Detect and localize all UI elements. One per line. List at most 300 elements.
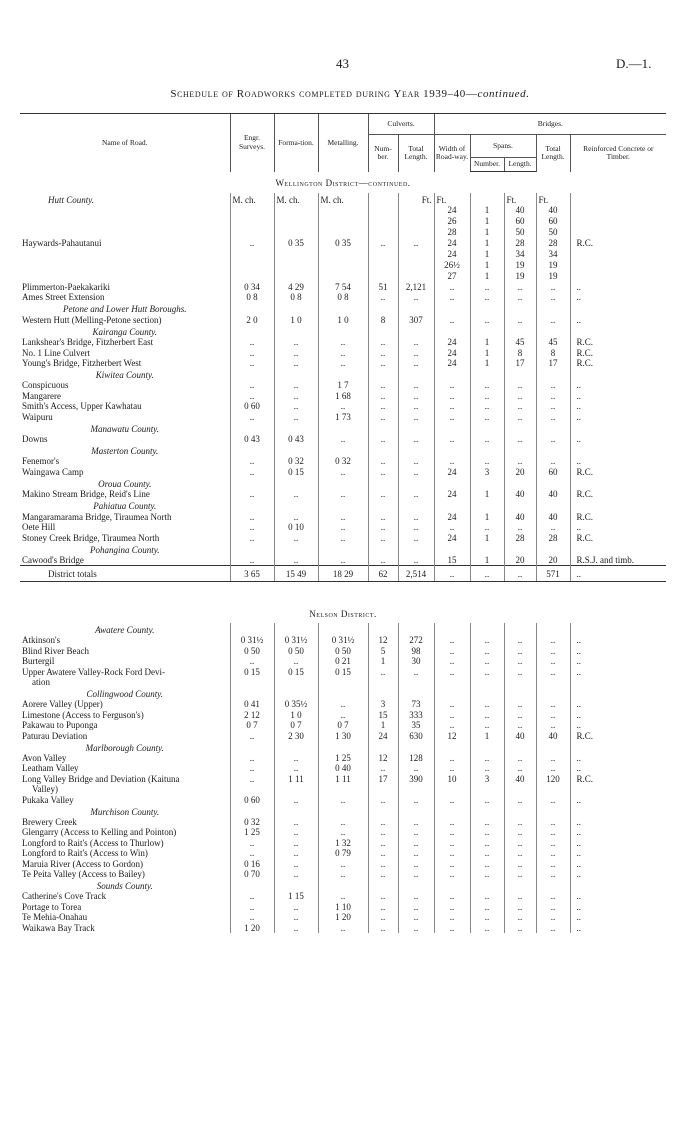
cell-culvert-length: .. [398,763,434,773]
cell-roadway-width: 24 [434,337,470,347]
cell-reinforced-type: R.C. [570,358,666,368]
table-row [20,827,666,837]
cell-total-length: .. [536,522,570,532]
cell-metalling: .. [318,859,368,869]
table-row [20,646,666,656]
table-row [20,456,666,466]
cell-metalling: 0 7 [318,720,368,730]
cell-culvert-number: 5 [368,646,398,656]
cell-formation: 0 31½ [274,635,318,645]
cell-spans-number: 1 [470,489,504,499]
cell-culvert-number: .. [368,848,398,858]
cell-formation: .. [274,902,318,912]
cell-roadway-width: .. [434,635,470,645]
cell-engr-surveys: .. [230,533,274,543]
cell-spans-number: .. [470,817,504,827]
cell-engr-surveys: 0 31½ [230,635,274,645]
cell-roadway-width: .. [434,566,470,582]
col-spans-number: Number. [470,158,504,172]
cell-road-name: Waipuru [22,411,53,422]
cell-road-name: Aorere Valley (Upper) [22,699,103,710]
cell-culvert-number: .. [368,891,398,901]
table-row [20,869,666,879]
cell-spans-number: .. [470,635,504,645]
table-row [20,337,666,347]
cell-culvert-number: .. [368,838,398,848]
cell-culvert-number: 51 [368,282,398,292]
cell-culvert-number: .. [368,401,398,411]
cell-road-name: Waikawa Bay Track [22,922,95,933]
title-main: Schedule of Roadworks completed during Year 1939–40— [170,88,478,100]
cell-spans-length: 17 [504,358,536,368]
cell-engr-surveys: .. [230,391,274,401]
cell-roadway-width: .. [434,667,470,677]
county-heading: Sounds County. [20,879,666,891]
cell-metalling: 0 50 [318,646,368,656]
cell-formation: 1 15 [274,891,318,901]
cell-culvert-number: .. [368,869,398,879]
cell-culvert-number: .. [368,337,398,347]
cell-engr-surveys: .. [230,848,274,858]
cell-formation: .. [274,555,318,566]
table-row [20,859,666,869]
cell-total-length: .. [536,710,570,720]
cell-total-length: .. [536,456,570,466]
cell-spans-number: 1 [470,348,504,358]
cell-culvert-length: .. [398,667,434,677]
cell-spans-length: .. [504,859,536,869]
cell-culvert-number: .. [368,902,398,912]
cell-roadway-width: 24 [434,533,470,543]
table-row [20,763,666,773]
cell-spans-number: .. [470,923,504,933]
cell-spans-length: 28 [504,533,536,543]
county-heading: Kiwitea County. [20,368,666,380]
cell-reinforced-type: .. [570,667,666,677]
cell-engr-surveys: 0 60 [230,401,274,411]
table-row [20,512,666,522]
page-title [0,88,700,100]
cell-formation: .. [274,348,318,358]
cell-metalling: .. [318,348,368,358]
table-row [20,533,666,543]
cell-spans-length: .. [504,923,536,933]
title-continued: continued. [477,88,530,100]
cell-spans-number: .. [470,827,504,837]
cell-culvert-number: 1 [368,656,398,666]
table-row [20,412,666,422]
cell-engr-surveys: .. [230,753,274,763]
cell-roadway-width: .. [434,753,470,763]
table-row [20,710,666,720]
cell-engr-surveys: 2 0 [230,315,274,325]
cell-road-name: Pukaka Valley [22,794,74,805]
cell-road-name: Leatham Valley [22,763,79,774]
cell-formation: 1 0 [274,710,318,720]
cell-total-length: 40 [536,731,570,741]
cell-formation: .. [274,512,318,522]
cell-formation: .. [274,869,318,879]
cell-reinforced-type: .. [570,710,666,720]
cell-formation: .. [274,391,318,401]
cell-culvert-number: 12 [368,753,398,763]
cell-reinforced-type: .. [570,859,666,869]
cell-reinforced-type: .. [570,646,666,656]
cell-spans-length: 40 [504,774,536,784]
cell-road-name: Longford to Rait's (Access to Win) [22,848,148,859]
cell-road-name: Limestone (Access to Ferguson's) [22,709,144,720]
cell-reinforced-type: .. [570,434,666,444]
county-heading: Hutt County. M. ch. M. ch. M. ch. Ft. Ft. Ft. Ft. [20,193,666,205]
cell-reinforced-type: .. [570,720,666,730]
cell-culvert-length: .. [398,912,434,922]
county-heading: Manawatu County. [20,422,666,434]
district-heading: Wellington District—continued. [275,178,411,189]
cell-culvert-length: 128 [398,753,434,763]
cell-metalling: .. [318,358,368,368]
cell-roadway-width: .. [434,315,470,325]
county-heading: Pahiatua County. [20,500,666,512]
cell-roadway-width: .. [434,891,470,901]
table-row [20,635,666,645]
cell-spans-length: .. [504,456,536,466]
cell-spans-number: 3 [470,467,504,477]
table-row [20,656,666,666]
cell-metalling: 1 0 [318,315,368,325]
cell-reinforced-type: .. [570,923,666,933]
spacer [20,582,666,603]
cell-reinforced-type: .. [570,566,666,582]
cell-roadway-width: .. [434,282,470,292]
cell-engr-surveys: .. [230,731,274,741]
cell-formation: 0 50 [274,646,318,656]
cell-spans-length: .. [504,315,536,325]
cell-metalling: 0 32 [318,456,368,466]
table-row [20,912,666,922]
col-culverts: Culverts. [368,114,434,135]
cell-culvert-length: .. [398,380,434,390]
cell-reinforced-type: .. [570,827,666,837]
cell-culvert-number: .. [368,859,398,869]
cell-metalling: 1 11 [318,774,368,784]
table-row: Valley) [20,784,666,794]
cell-formation: .. [274,380,318,390]
cell-culvert-length: .. [398,869,434,879]
table-row [20,391,666,401]
cell-roadway-width: .. [434,827,470,837]
cell-culvert-length: 390 [398,774,434,784]
cell-road-name: Longford to Rait's (Access to Thurlow) [22,837,164,848]
cell-formation: .. [274,923,318,933]
cell-culvert-length: .. [398,533,434,543]
cell-spans-number: 1 [470,512,504,522]
cell-metalling: 0 40 [318,763,368,773]
cell-engr-surveys: 1 25 [230,827,274,837]
cell-engr-surveys: .. [230,774,274,784]
cell-engr-surveys: 0 32 [230,817,274,827]
cell-metalling: .. [318,795,368,805]
cell-metalling: 1 68 [318,391,368,401]
cell-road-name: Maruia River (Access to Gordon) [22,858,143,869]
table-row [20,315,666,325]
cell-culvert-length: .. [398,891,434,901]
cell-metalling: .. [318,891,368,901]
cell-spans-number: .. [470,391,504,401]
cell-road-name: Lankshear's Bridge, Fitzherbert East [22,337,154,348]
cell-spans-length: .. [504,656,536,666]
county-heading: Petone and Lower Hutt Boroughs. [20,303,666,315]
table-row [20,667,666,677]
cell-metalling: .. [318,827,368,837]
cell-roadway-width: .. [434,859,470,869]
cell-spans-length: .. [504,434,536,444]
col-total-length: Total Length. [536,135,570,172]
cell-culvert-length: 630 [398,731,434,741]
cell-road-name: Atkinson's [22,635,61,646]
cell-spans-number: .. [470,795,504,805]
cell-metalling: 0 21 [318,656,368,666]
cell-culvert-length: .. [398,348,434,358]
cell-culvert-length: .. [398,292,434,302]
table-row [20,902,666,912]
cell-engr-surveys: 1 20 [230,923,274,933]
cell-spans-length: .. [504,817,536,827]
cell-total-length: 60 [536,467,570,477]
cell-metalling: .. [318,434,368,444]
table-row [20,891,666,901]
cell-engr-surveys: 0 41 [230,699,274,709]
cell-spans-number: 1 [470,337,504,347]
table-row [20,753,666,763]
cell-culvert-length: 307 [398,315,434,325]
table-row [20,348,666,358]
cell-culvert-length: .. [398,337,434,347]
cell-spans-length: .. [504,827,536,837]
cell-spans-number: .. [470,292,504,302]
cell-metalling: 1 20 [318,912,368,922]
cell-culvert-number: .. [368,456,398,466]
col-bridges: Bridges. [434,114,666,135]
cell-culvert-length: 272 [398,635,434,645]
cell-total-length: .. [536,869,570,879]
cell-engr-surveys: 0 43 [230,434,274,444]
cell-engr-surveys: .. [230,512,274,522]
cell-formation: .. [274,763,318,773]
cell-metalling: 7 54 [318,282,368,292]
cell-road-name: Ames Street Extension [22,292,105,303]
cell-engr-surveys: .. [230,891,274,901]
cell-spans-length: .. [504,795,536,805]
cell-road-name: Smith's Access, Upper Kawhatau [22,401,142,412]
cell-reinforced-type: .. [570,763,666,773]
cell-roadway-width: .. [434,848,470,858]
cell-culvert-length: .. [398,902,434,912]
cell-reinforced-type: .. [570,795,666,805]
cell-engr-surveys: .. [230,763,274,773]
cell-total-length: 17 [536,358,570,368]
table-row: 24 1 40 40 [20,205,666,216]
cell-culvert-number: 3 [368,699,398,709]
cell-total-length: .. [536,412,570,422]
cell-reinforced-type: .. [570,292,666,302]
cell-culvert-length: .. [398,358,434,368]
cell-culvert-length: .. [398,859,434,869]
cell-total-length: .. [536,646,570,656]
cell-metalling: 1 32 [318,838,368,848]
cell-roadway-width: .. [434,292,470,302]
cell-roadway-width: .. [434,522,470,532]
cell-spans-number: .. [470,456,504,466]
cell-formation: .. [274,489,318,499]
county-heading: Marlborough County. [20,741,666,753]
cell-culvert-number: .. [368,533,398,543]
cell-culvert-length: .. [398,795,434,805]
cell-reinforced-type: .. [570,456,666,466]
cell-roadway-width: .. [434,912,470,922]
cell-formation: 0 32 [274,456,318,466]
cell-culvert-length: 30 [398,656,434,666]
county-heading: Masterton County. [20,444,666,456]
cell-engr-surveys: .. [230,358,274,368]
cell-roadway-width: .. [434,710,470,720]
cell-reinforced-type: .. [570,380,666,390]
cell-spans-number: .. [470,763,504,773]
cell-reinforced-type: R.C. [570,512,666,522]
cell-road-name: Avon Valley [22,752,67,763]
cell-culvert-number: .. [368,358,398,368]
cell-culvert-number: .. [368,467,398,477]
cell-metalling: .. [318,522,368,532]
cell-culvert-number: .. [368,489,398,499]
table-row [20,699,666,709]
col-metalling: Metalling. [318,114,368,172]
cell-road-name: Mangaramarama Bridge, Tiraumea North [22,511,172,522]
cell-road-name: Portage to Torea [22,901,82,912]
cell-culvert-number: .. [368,923,398,933]
district-heading: Nelson District. [309,608,377,619]
cell-engr-surveys: 0 70 [230,869,274,879]
cell-engr-surveys: .. [230,489,274,499]
county-heading: Collingwood County. [20,687,666,699]
cell-engr-surveys: 2 12 [230,710,274,720]
table-row [20,555,666,566]
cell-culvert-length: .. [398,401,434,411]
cell-road-name: No. 1 Line Culvert [22,347,90,358]
cell-spans-number: .. [470,412,504,422]
cell-total-length: .. [536,838,570,848]
cell-reinforced-type: .. [570,838,666,848]
cell-culvert-length: .. [398,838,434,848]
cell-culvert-number: .. [368,522,398,532]
cell-spans-number: .. [470,891,504,901]
cell-spans-length: .. [504,391,536,401]
cell-spans-length: .. [504,720,536,730]
cell-spans-length: 40 [504,731,536,741]
cell-road-name: Western Hutt (Melling-Petone section) [22,314,162,325]
cell-roadway-width: 12 [434,731,470,741]
cell-roadway-width: .. [434,699,470,709]
cell-formation: .. [274,848,318,858]
cell-spans-length: .. [504,869,536,879]
cell-spans-number: 1 [470,358,504,368]
cell-reinforced-type: R.C. [570,731,666,741]
cell-engr-surveys: 0 8 [230,292,274,302]
cell-metalling: .. [318,817,368,827]
cell-reinforced-type: .. [570,699,666,709]
cell-spans-number: .. [470,848,504,858]
cell-formation: 0 8 [274,292,318,302]
cell-reinforced-type: R.C. [570,774,666,784]
cell-culvert-length: .. [398,522,434,532]
cell-formation: 0 7 [274,720,318,730]
cell-spans-number: .. [470,912,504,922]
cell-reinforced-type: .. [570,891,666,901]
col-width-roadway: Width of Road-way. [434,135,470,172]
cell-spans-length: .. [504,891,536,901]
cell-engr-surveys: 0 60 [230,795,274,805]
cell-reinforced-type: .. [570,635,666,645]
cell-total-length: 20 [536,555,570,566]
cell-culvert-number: .. [368,512,398,522]
cell-metalling: .. [318,489,368,499]
table-row [20,720,666,730]
cell-culvert-number: .. [368,348,398,358]
cell-culvert-number: .. [368,434,398,444]
cell-total-length: .. [536,656,570,666]
cell-total-length: .. [536,795,570,805]
table-row: 26 1 60 60 [20,216,666,227]
cell-reinforced-type: R.C. [570,489,666,499]
cell-culvert-length: 98 [398,646,434,656]
cell-reinforced-type: R.C. [570,533,666,543]
cell-road-name: Glengarry (Access to Kelling and Pointon) [22,827,177,838]
cell-engr-surveys: .. [230,380,274,390]
cell-total-length: .. [536,391,570,401]
cell-total-length: .. [536,848,570,858]
cell-formation: .. [274,859,318,869]
cell-metalling: .. [318,555,368,566]
cell-spans-number: .. [470,753,504,763]
cell-total-length: .. [536,859,570,869]
cell-formation: .. [274,753,318,763]
table-header [20,114,666,172]
cell-spans-number: .. [470,710,504,720]
cell-spans-number: .. [470,838,504,848]
cell-spans-number: 1 [470,731,504,741]
cell-spans-number: .. [470,646,504,656]
cell-engr-surveys: 3 65 [230,566,274,582]
table-body [20,172,666,934]
cell-culvert-length: .. [398,827,434,837]
table-row: Haywards-Pahautanui .. 0 35 0 35 .. .. 24 1 28 28 R.C. [20,238,666,249]
cell-total-length: .. [536,434,570,444]
cell-spans-number: .. [470,434,504,444]
cell-spans-number: .. [470,315,504,325]
cell-road-name: Cawood's Bridge [22,554,84,565]
cell-spans-length: 40 [504,512,536,522]
cell-engr-surveys: .. [230,337,274,347]
table-row [20,401,666,411]
cell-reinforced-type: R.S.J. and timb. [570,555,666,566]
cell-roadway-width: .. [434,401,470,411]
cell-engr-surveys: .. [230,456,274,466]
cell-culvert-length: .. [398,848,434,858]
cell-total-length: 40 [536,512,570,522]
col-engr-surveys: Engr. Surveys. [230,114,274,172]
cell-roadway-width: 15 [434,555,470,566]
cell-reinforced-type: .. [570,412,666,422]
cell-formation: .. [274,533,318,543]
